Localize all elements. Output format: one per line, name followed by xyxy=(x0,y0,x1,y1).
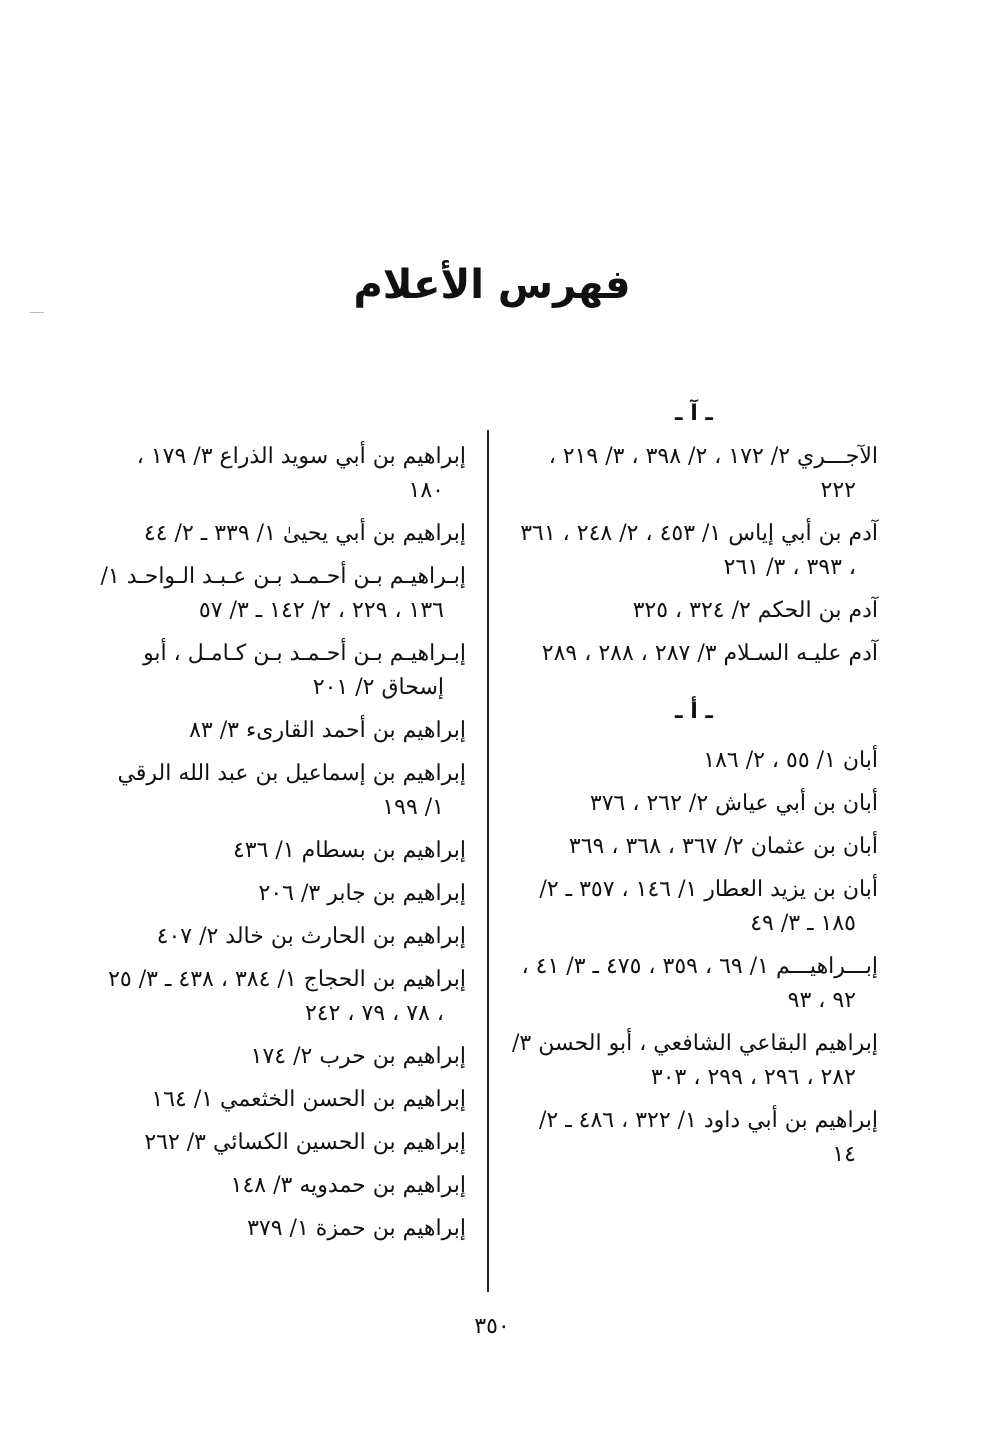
index-entry: إبراهيم بن حمزة ١/ ٣٧٩ xyxy=(247,1216,466,1241)
index-entry: إبراهيم بن جابر ٣/ ٢٠٦ xyxy=(258,881,466,906)
index-entry: أبان بن يزيد العطار ١/ ١٤٦ ، ٣٥٧ ـ ٢/ ١٨٥ ـ ٣/ ٤٩ xyxy=(539,877,878,936)
index-entry: إبـــراهيـــم ١/ ٦٩ ، ٣٥٩ ، ٤٧٥ ـ ٣/ ٤١ ، ٩٢ ، ٩٣ xyxy=(521,954,878,1013)
section-letter-alif-hamza: ـ أ ـ xyxy=(675,699,713,724)
index-entry: إبراهيم بن أبي داود ١/ ٣٢٢ ، ٤٨٦ ـ ٢/ ١٤ xyxy=(538,1108,878,1167)
index-entry: إبراهيم بن أبي يحيىٰ ١/ ٣٣٩ ـ ٢/ ٤٤ xyxy=(143,521,466,546)
index-entry: إبراهيم بن بسطام ١/ ٤٣٦ xyxy=(232,838,466,863)
index-entry: أبان بن عثمان ٢/ ٣٦٧ ، ٣٦٨ ، ٣٦٩ xyxy=(568,834,878,859)
index-entry: إبراهيم بن حرب ٢/ ١٧٤ xyxy=(250,1044,466,1069)
page-title: فهرس الأعلام xyxy=(353,261,631,308)
index-entry: أبان بن أبي عياش ٢/ ٢٦٢ ، ٣٧٦ xyxy=(589,791,878,816)
index-entry: إبـراهيـم بـن أحـمـد بـن عـبـد الـواحـد ١/ ١٣٦ ، ٢٢٩ ، ٢/ ١٤٢ ـ ٣/ ٥٧ xyxy=(100,564,466,623)
index-entry: آدم بن أبي إياس ١/ ٤٥٣ ، ٢/ ٢٤٨ ، ٣٦١ ، ٣٩٣ ، ٣/ ٢٦١ xyxy=(520,521,878,580)
index-entry: الآجـــري ٢/ ١٧٢ ، ٢/ ٣٩٨ ، ٣/ ٢١٩ ، ٢٢٢ xyxy=(548,444,878,503)
column-divider xyxy=(487,430,489,1292)
index-entry: إبراهيم بن الحجاج ١/ ٣٨٤ ، ٤٣٨ ـ ٣/ ٢٥ ، ٧٨ ، ٧٩ ، ٢٤٢ xyxy=(108,967,466,1026)
index-entry: أبان ١/ ٥٥ ، ٢/ ١٨٦ xyxy=(703,748,878,773)
section-letter-alif-madda: ـ آ ـ xyxy=(675,401,713,426)
index-entry: إبراهيم بن الحسن الخثعمي ١/ ١٦٤ xyxy=(151,1087,466,1112)
index-entry: إبراهيم بن الحسين الكسائي ٣/ ٢٦٢ xyxy=(144,1130,466,1155)
page-number: ٣٥٠ xyxy=(474,1314,510,1339)
index-entry: آدم بن الحكم ٢/ ٣٢٤ ، ٣٢٥ xyxy=(632,598,878,623)
index-entry: آدم عليـه السـلام ٣/ ٢٨٧ ، ٢٨٨ ، ٢٨٩ xyxy=(541,641,878,666)
index-entry: إبراهيم بن أحمد القارىء ٣/ ٨٣ xyxy=(189,718,466,743)
index-entry: إبراهيم البقاعي الشافعي ، أبو الحسن ٣/ ٢٨٢ ، ٢٩٦ ، ٢٩٩ ، ٣٠٣ xyxy=(511,1031,878,1090)
index-column-left xyxy=(96,440,466,1246)
index-entry: إبراهيم بن الحارث بن خالد ٢/ ٤٠٧ xyxy=(156,924,466,949)
index-entry: إبراهيم بن حمدويه ٣/ ١٤٨ xyxy=(230,1173,466,1198)
index-entry: إبراهيم بن إسماعيل بن عبد الله الرقي ١/ ١٩٩ xyxy=(117,761,466,820)
index-entry: إبراهيم بن أبي سويد الذراع ٣/ ١٧٩ ، ١٨٠ xyxy=(136,444,466,503)
index-column-right xyxy=(510,392,878,1172)
index-entry: إبـراهيـم بـن أحـمـد بـن كـامـل ، أبو إسحاق ٢/ ٢٠١ xyxy=(143,641,466,700)
